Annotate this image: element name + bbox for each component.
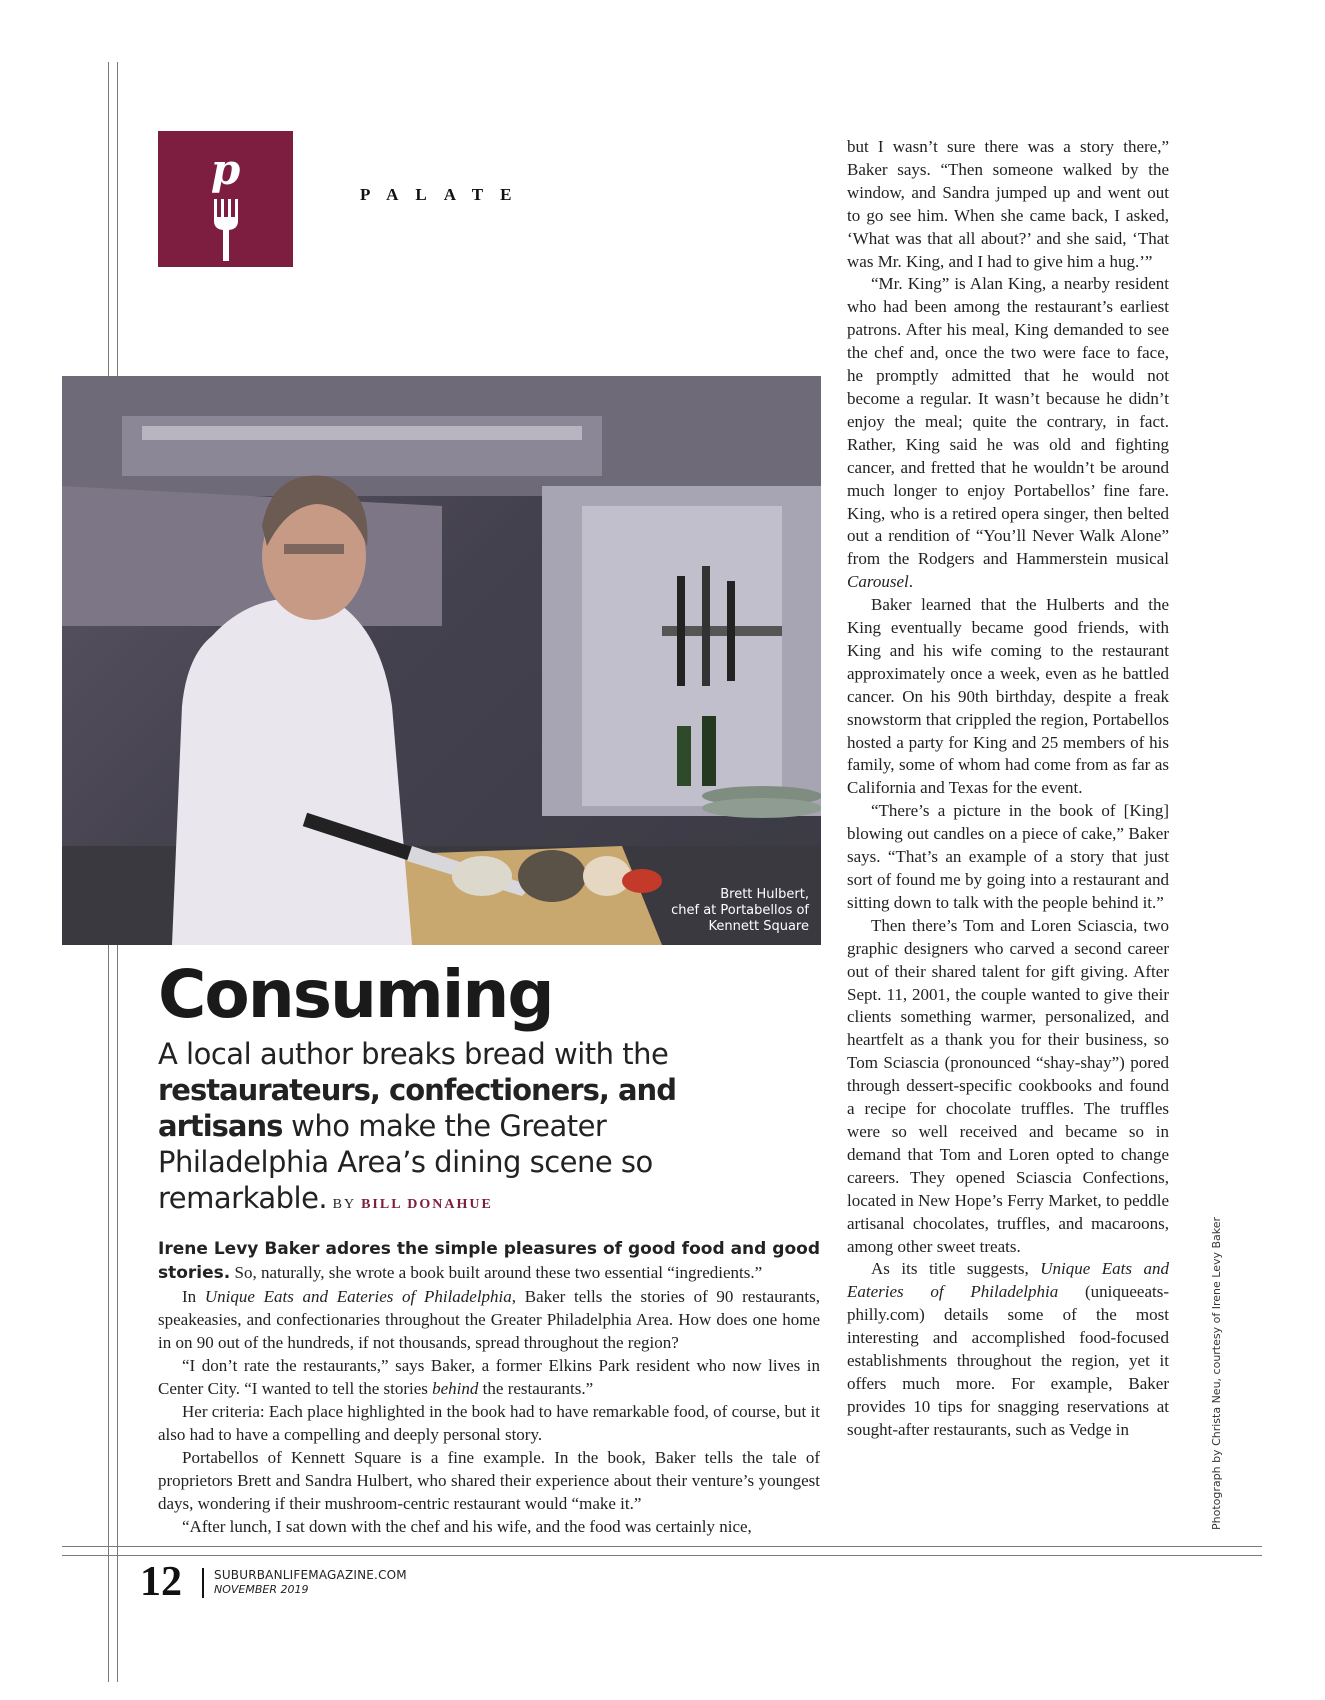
book-title: Unique Eats and Eateries of Philadelphia [847, 1259, 1169, 1302]
fork-icon [212, 199, 240, 261]
lead-in: Irene Levy Baker adores the simple pleasures of good food and good stories. [158, 1239, 820, 1283]
section-logo [158, 131, 293, 267]
paragraph: Then there’s Tom and Loren Sciascia, two graphic designers who carved a second career out of their shared talent for gift giving. After Sept. 11, 2001, the couple wanted to give their clients something warmer, personalized, and heartfelt as a thank you for their business, so Tom Sciascia (pronounced “shay-shay”) pored through dessert-specific cookbooks and found a recipe for chocolate truffles. The truffles were so well received and became so in demand that Tom and Loren opted to change careers. They opened Sciascia Confections, located in New Hope’s Ferry Market, to peddle artisanal chocolates, truffles, and macaroons, among other sweet treats. [847, 915, 1169, 1256]
paragraph: Baker learned that the Hulberts and the King eventually became good friends, with King and his wife coming to the restaurant approximately once a week, even as he battled cancer. On his 90th birthday, despite a freak snowstorm that crippled the region, Portabellos hosted a party for King and 25 members of his family, some of whom had come from as far as California and Texas for the event. [847, 595, 1169, 798]
paragraph-text: So, naturally, she wrote a book built around these two essential “ingredients.” [230, 1263, 763, 1282]
article-deck [158, 1036, 718, 1223]
book-title: Unique Eats and Eateries of Philadelphia [204, 1287, 512, 1306]
paragraph-text: the restaurants.” [478, 1379, 594, 1398]
paragraph: Portabellos of Kennett Square is a fine example. In the book, Baker tells the tale of proprietors Brett and Sandra Hulbert, who shared their experience about their venture’s youngest days, wondering if their mushroom-centric restaurant would “make it.” [158, 1448, 820, 1513]
article-headline: Consuming [158, 956, 553, 1033]
deck-bold: restaurateurs, confectioners, and artisans [158, 1073, 676, 1143]
paragraph-text: “I don’t rate the restaurants,” says Baker, a former Elkins Park resident who now lives in Center City. “I wanted to tell the stories [158, 1356, 820, 1398]
deck-text: who make the Greater Philadelphia Area’s dining scene so remarkable. [158, 1109, 653, 1215]
footer-date: NOVEMBER 2019 [214, 1583, 309, 1596]
paragraph [158, 1354, 820, 1400]
byline [327, 1197, 493, 1212]
photo-caption [609, 887, 809, 935]
paragraph [847, 273, 1169, 594]
paragraph-text: . [908, 572, 913, 592]
photo-credit: Photograph by Christa Neu, courtesy of Irene Levy Baker [1210, 1216, 1223, 1530]
paragraph: Her criteria: Each place highlighted in the book had to have remarkable food, of course, but it also had to have a compelling and deeply personal story. [158, 1402, 820, 1444]
footer-rule-top [62, 1546, 1262, 1547]
paragraph: “There’s a picture in the book of [King] blowing out candles on a piece of cake,” Baker says. “That’s an example of a story that just sort of found me by going into a restaurant and sitting down to talk with the people behind it.” [847, 801, 1169, 912]
section-label: PALATE [360, 185, 529, 204]
paragraph-text: In [182, 1287, 205, 1306]
body-column-right [847, 136, 1169, 1442]
paragraph [847, 1258, 1169, 1441]
body-column-left [158, 1237, 820, 1538]
byline-prefix: BY [327, 1197, 362, 1212]
paragraph-text: “Mr. King” is Alan King, a nearby resident who had been among the restaurant’s earliest patrons. After his meal, King demanded to see the chef and, once the two were face to face, he promptly admitted that he would not become a regular. It wasn’t because he didn’t enjoy the meal; quite the contrary, in fact. Rather, King said he was old and fighting cancer, and fretted that he wouldn’t be around much longer to enjoy Portabellos’ fine fare. King, who is a retired opera singer, then belted out a rendition of “You’ll Never Walk Alone” from the Rodgers and Hammerstein musical [847, 274, 1169, 569]
deck-text: A local author breaks bread with the [158, 1037, 669, 1071]
logo-letter: p [210, 145, 241, 194]
chef-photo [62, 376, 821, 945]
footer-rule-bottom [62, 1555, 1262, 1556]
caption-line: chef at Portabellos of [671, 903, 809, 918]
footer-site[interactable]: SUBURBANLIFEMAGAZINE.COM [214, 1568, 407, 1582]
paragraph-text: (uniqueeats-philly.com) details some of the most interesting and accomplished food-focused establishments throughout the region, yet it offers much more. For example, Baker provides 10 tips for snagging reservations at sought-after restaurants, such as Vedge in [847, 1282, 1169, 1439]
caption-line: Kennett Square [708, 919, 809, 934]
paragraph: but I wasn’t sure there was a story there,” Baker says. “Then someone walked by the window, and Sandra jumped up and went out to go see him. When she came back, I asked, ‘What was that all about?’ and she said, ‘That was Mr. King, and I had to give him a hug.’” [847, 137, 1169, 271]
paragraph-text: As its title suggests, [871, 1259, 1041, 1279]
kitchen-scene [62, 376, 821, 945]
caption-line: Brett Hulbert, [720, 887, 809, 902]
byline-author: BILL DONAHUE [361, 1197, 493, 1212]
emphasis: behind [432, 1379, 479, 1398]
paragraph: “After lunch, I sat down with the chef and his wife, and the food was certainly nice, [182, 1517, 752, 1536]
folio-divider [202, 1568, 204, 1598]
musical-title: Carousel [847, 572, 909, 592]
paragraph [158, 1285, 820, 1354]
paragraph-text: , Baker tells the stories of 90 restaurants, speakeasies, and confectionaries throughout the Greater Philadelphia Area. How does one home in on 90 out of the hundreds, if not thousands, spread throughout the region? [158, 1287, 821, 1352]
paragraph [158, 1237, 820, 1285]
page-number: 12 [140, 1559, 182, 1605]
